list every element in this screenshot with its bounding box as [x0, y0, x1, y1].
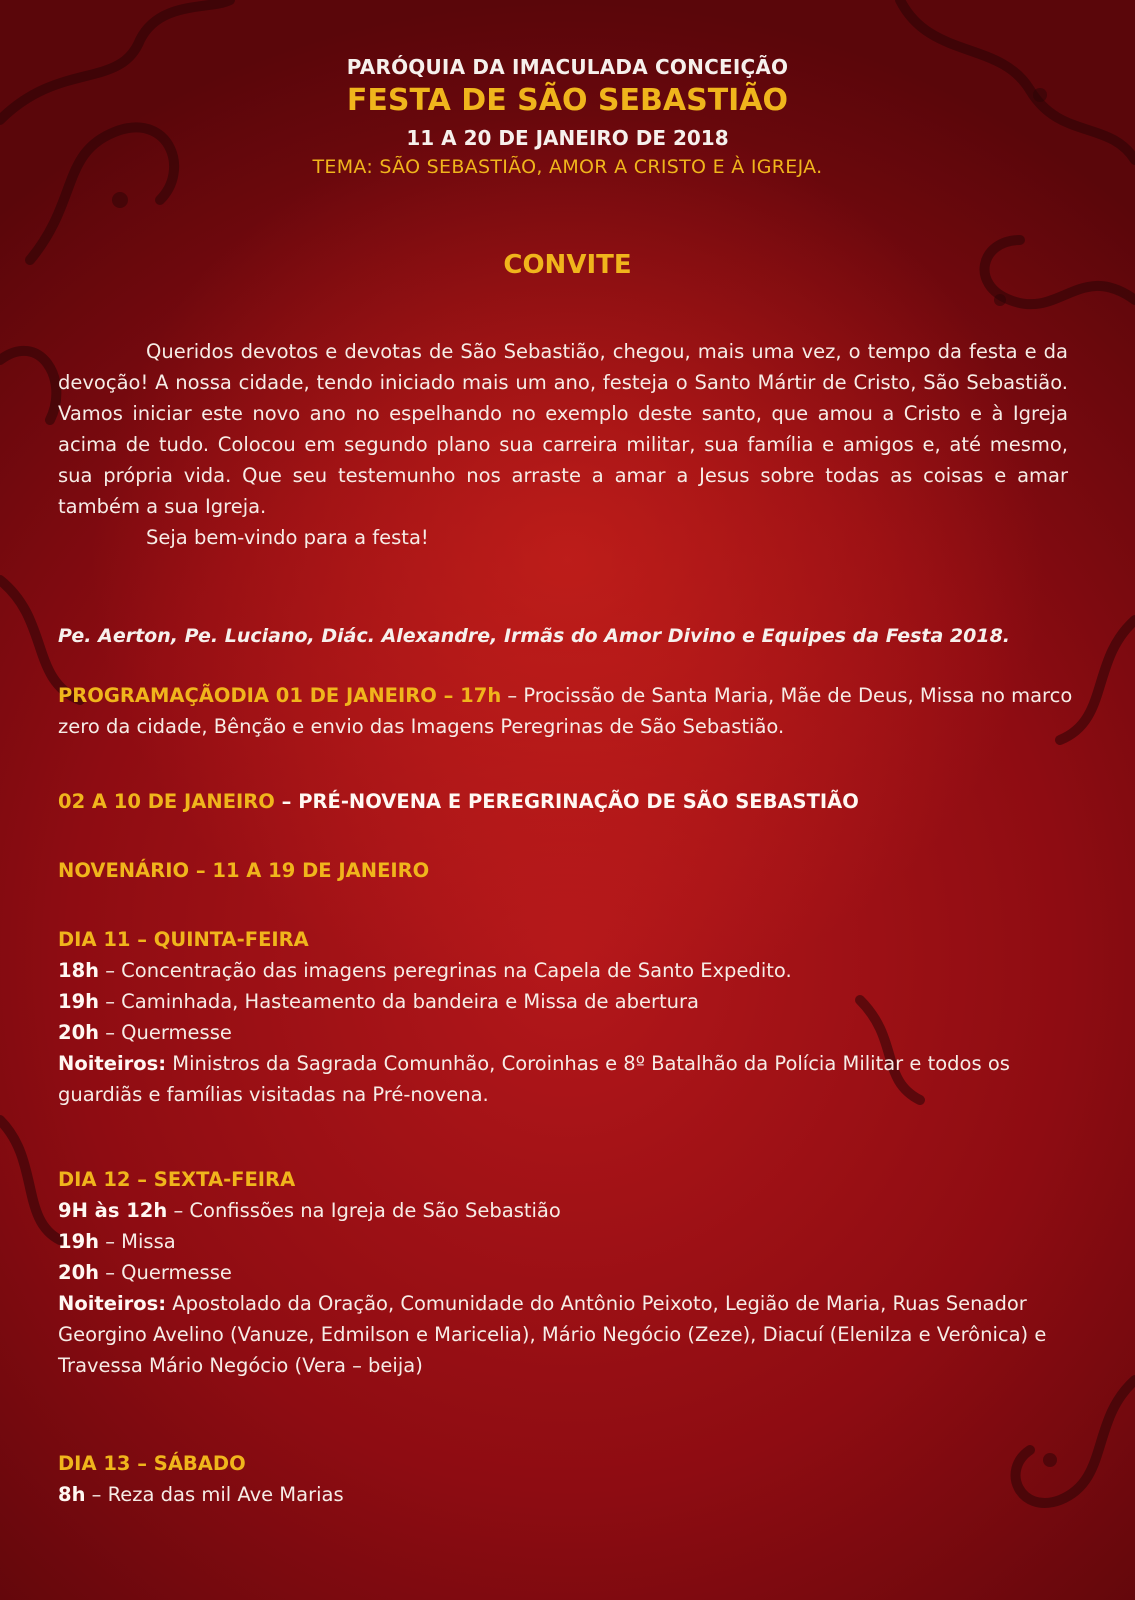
schedule-text: – Reza das mil Ave Marias [85, 1483, 344, 1506]
day-title: DIA 11 – QUINTA-FEIRA [58, 928, 309, 951]
prenovena-date: 02 A 10 DE JANEIRO [58, 790, 275, 813]
program-dash: – [501, 684, 524, 707]
schedule-item [58, 1195, 1078, 1226]
festival-theme: TEMA: SÃO SEBASTIÃO, AMOR A CRISTO E À IGREJA. [312, 156, 823, 178]
schedule-time: 19h [58, 1230, 100, 1253]
schedule-item [58, 1479, 1078, 1510]
day-13-block [58, 1448, 1078, 1510]
day-title: DIA 13 – SÁBADO [58, 1452, 246, 1475]
prenovena-title: – PRÉ-NOVENA E PEREGRINAÇÃO DE SÃO SEBASTIÃO [274, 790, 859, 813]
schedule-time: 20h [58, 1261, 100, 1284]
schedule-text: – Concentração das imagens peregrinas na Capela de Santo Expedito. [99, 959, 792, 982]
schedule-time: 9H às 12h [58, 1199, 168, 1222]
schedule-text: – Confissões na Igreja de São Sebastião [167, 1199, 561, 1222]
program-block [58, 680, 1078, 742]
festival-dates: 11 A 20 DE JANEIRO DE 2018 [406, 126, 729, 150]
day-title: DIA 12 – SEXTA-FEIRA [58, 1168, 296, 1191]
prenovena-block [58, 786, 1078, 817]
novenario-heading: NOVENÁRIO – 11 A 19 DE JANEIRO [58, 859, 430, 882]
noiteiros-text: Ministros da Sagrada Comunhão, Coroinhas e 8º Batalhão da Polícia Militar e todos os guardiãs e famílias visitadas na Pré-novena. [58, 1052, 1010, 1106]
schedule-time: 8h [58, 1483, 86, 1506]
program-heading: PROGRAMAÇÃODIA 01 DE JANEIRO – 17h [58, 684, 502, 707]
noiteiros-text: Apostolado da Oração, Comunidade do Antônio Peixoto, Legião de Maria, Ruas Senador Georgino Avelino (Vanuze, Edmilson e Maricelia), Mário Negócio (Zeze), Diacuí (Elenilza e Verônica) e Travessa Mário Negócio (Vera – beija) [58, 1292, 1047, 1377]
schedule-time: 18h [58, 959, 100, 982]
schedule-text: – Missa [99, 1230, 176, 1253]
schedule-item [58, 1226, 1078, 1257]
schedule-time: 20h [58, 1021, 100, 1044]
schedule-item [58, 986, 1078, 1017]
festival-title: FESTA DE SÃO SEBASTIÃO [346, 83, 789, 118]
noiteiros-label: Noiteiros: [58, 1052, 167, 1075]
invite-paragraph: Queridos devotos e devotas de São Sebastião, chegou, mais uma vez, o tempo da festa e da devoção! A nossa cidade, tendo iniciado mais um ano, festeja o Santo Mártir de Cristo, São Sebastião. Vamos iniciar este novo ano no espelhando no exemplo deste santo, que amou a Cristo e à Igreja acima de tudo. Colocou em segundo plano sua carreira militar, sua família e amigos e, até mesmo, sua própria vida. Que seu testemunho nos arraste a amar a Jesus sobre todas as coisas e amar também a sua Igreja. [58, 340, 1068, 518]
schedule-text: – Caminhada, Hasteamento da bandeira e Missa de abertura [99, 990, 699, 1013]
schedule-item [58, 1257, 1078, 1288]
schedule-item [58, 1017, 1078, 1048]
invite-title: CONVITE [503, 250, 632, 280]
schedule-item [58, 955, 1078, 986]
schedule-text: – Quermesse [99, 1021, 232, 1044]
parish-name: PARÓQUIA DA IMACULADA CONCEIÇÃO [346, 55, 789, 79]
schedule-time: 19h [58, 990, 100, 1013]
day-12-block [58, 1164, 1078, 1381]
invite-signers: Pe. Aerton, Pe. Luciano, Diác. Alexandre, Irmãs do Amor Divino e Equipes da Festa 2018. [58, 625, 1011, 647]
program-text: Procissão de Santa Maria, Mãe de Deus, Missa no marco zero da cidade, Bênção e envio das Imagens Peregrinas de São Sebastião. [58, 684, 1073, 738]
header [0, 55, 1135, 178]
noiteiros [58, 1288, 1078, 1381]
schedule-text: – Quermesse [99, 1261, 232, 1284]
novenario-block [58, 855, 1078, 886]
noiteiros [58, 1048, 1078, 1110]
invite-welcome: Seja bem-vindo para a festa! [146, 526, 429, 549]
noiteiros-label: Noiteiros: [58, 1292, 167, 1315]
day-11-block [58, 924, 1078, 1110]
invite-body [58, 336, 1068, 553]
